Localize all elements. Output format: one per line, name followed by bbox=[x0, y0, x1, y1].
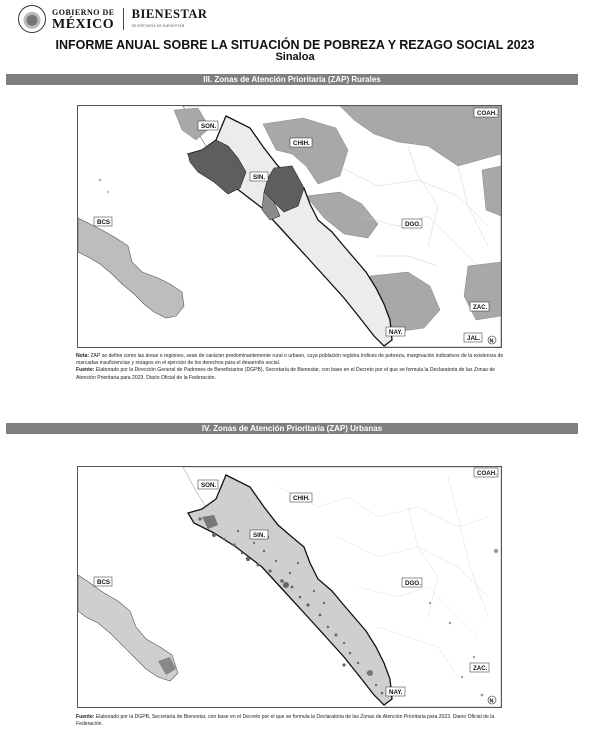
note-text: ZAP se define como las áreas o regiones, sean de carácter predominantemente rural o urbano, cuya población registra índices de pobreza, marginación indicativos de la existencia de marcadas insuficiencias y rezagos en el ejercicio de los derechos para el desarrollo social. bbox=[76, 353, 504, 367]
source-label: Fuente: bbox=[76, 367, 95, 374]
source-text: Elaborado por la DGPB, Secretaría de Bienestar, con base en el Decreto por el que se formula la Declaratoria de las Zonas de Atención Prioritaria para 2023. Diario Oficial de la Federación. bbox=[76, 714, 495, 728]
urban-zap-area bbox=[367, 670, 373, 676]
label-son: SON. bbox=[201, 482, 217, 489]
label-zac: ZAC. bbox=[473, 665, 488, 672]
urban-map-svg bbox=[78, 467, 501, 707]
rural-zap-map bbox=[77, 105, 502, 348]
svg-text:N: N bbox=[489, 698, 494, 705]
agency-name: BIENESTAR bbox=[131, 7, 208, 21]
rural-source bbox=[76, 367, 506, 381]
mexico-seal-icon bbox=[18, 5, 46, 33]
rural-map-notes bbox=[76, 353, 506, 382]
header-divider bbox=[123, 8, 124, 30]
north-arrow-icon bbox=[488, 336, 496, 345]
agency-subtitle: SECRETARÍA DE BIENESTAR bbox=[131, 24, 185, 28]
label-chih: CHIH. bbox=[293, 495, 310, 502]
government-logo-text bbox=[52, 8, 115, 31]
urban-source bbox=[76, 714, 506, 728]
note-label: Nota: bbox=[76, 353, 90, 359]
gov-line1: GOBIERNO DE bbox=[52, 7, 115, 17]
page-header bbox=[18, 4, 207, 34]
label-dgo: DGO. bbox=[405, 221, 421, 228]
report-title: INFORME ANUAL SOBRE LA SITUACIÓN DE POBREZA Y REZAGO SOCIAL 2023 bbox=[55, 38, 535, 52]
urban-map-notes bbox=[76, 714, 506, 728]
label-zac: ZAC. bbox=[473, 304, 488, 311]
island-shape bbox=[107, 191, 109, 193]
label-sin: SIN. bbox=[253, 532, 266, 539]
gov-line2: MÉXICO bbox=[52, 16, 115, 32]
label-dgo: DGO. bbox=[405, 580, 421, 587]
source-text: Elaborado por la Dirección General de Padrones de Beneficiarios (DGPB), Secretaría de Bienestar, con base en el Decreto por el que se formula la Declaratoria de las Zonas de Atención Prioritaria para 2023. Diario Oficial de la Federación. bbox=[76, 367, 496, 381]
label-sin: SIN. bbox=[253, 174, 266, 181]
label-chih: CHIH. bbox=[293, 140, 310, 147]
rural-note bbox=[76, 353, 506, 367]
label-nay: NAY. bbox=[389, 329, 403, 336]
agency-logo-text bbox=[132, 7, 208, 31]
svg-text:N: N bbox=[489, 338, 494, 345]
label-coah: COAH. bbox=[477, 110, 497, 117]
label-bcs: BCS bbox=[97, 579, 111, 586]
report-subtitle: Sinaloa bbox=[275, 51, 315, 63]
section-urban-heading: IV. Zonas de Atención Prioritaria (ZAP) Urbanas bbox=[6, 423, 578, 434]
label-coah: COAH. bbox=[477, 470, 497, 477]
rural-map-svg bbox=[78, 106, 501, 347]
section-rural-heading: III. Zonas de Atención Prioritaria (ZAP) Rurales bbox=[6, 74, 578, 85]
label-nay: NAY. bbox=[389, 689, 403, 696]
label-jal: JAL. bbox=[467, 335, 481, 342]
label-son: SON. bbox=[201, 123, 217, 130]
label-bcs: BCS bbox=[97, 219, 111, 226]
island-shape bbox=[99, 179, 102, 182]
north-arrow-icon bbox=[488, 696, 496, 705]
source-label: Fuente: bbox=[76, 714, 95, 720]
urban-zap-map bbox=[77, 466, 502, 708]
